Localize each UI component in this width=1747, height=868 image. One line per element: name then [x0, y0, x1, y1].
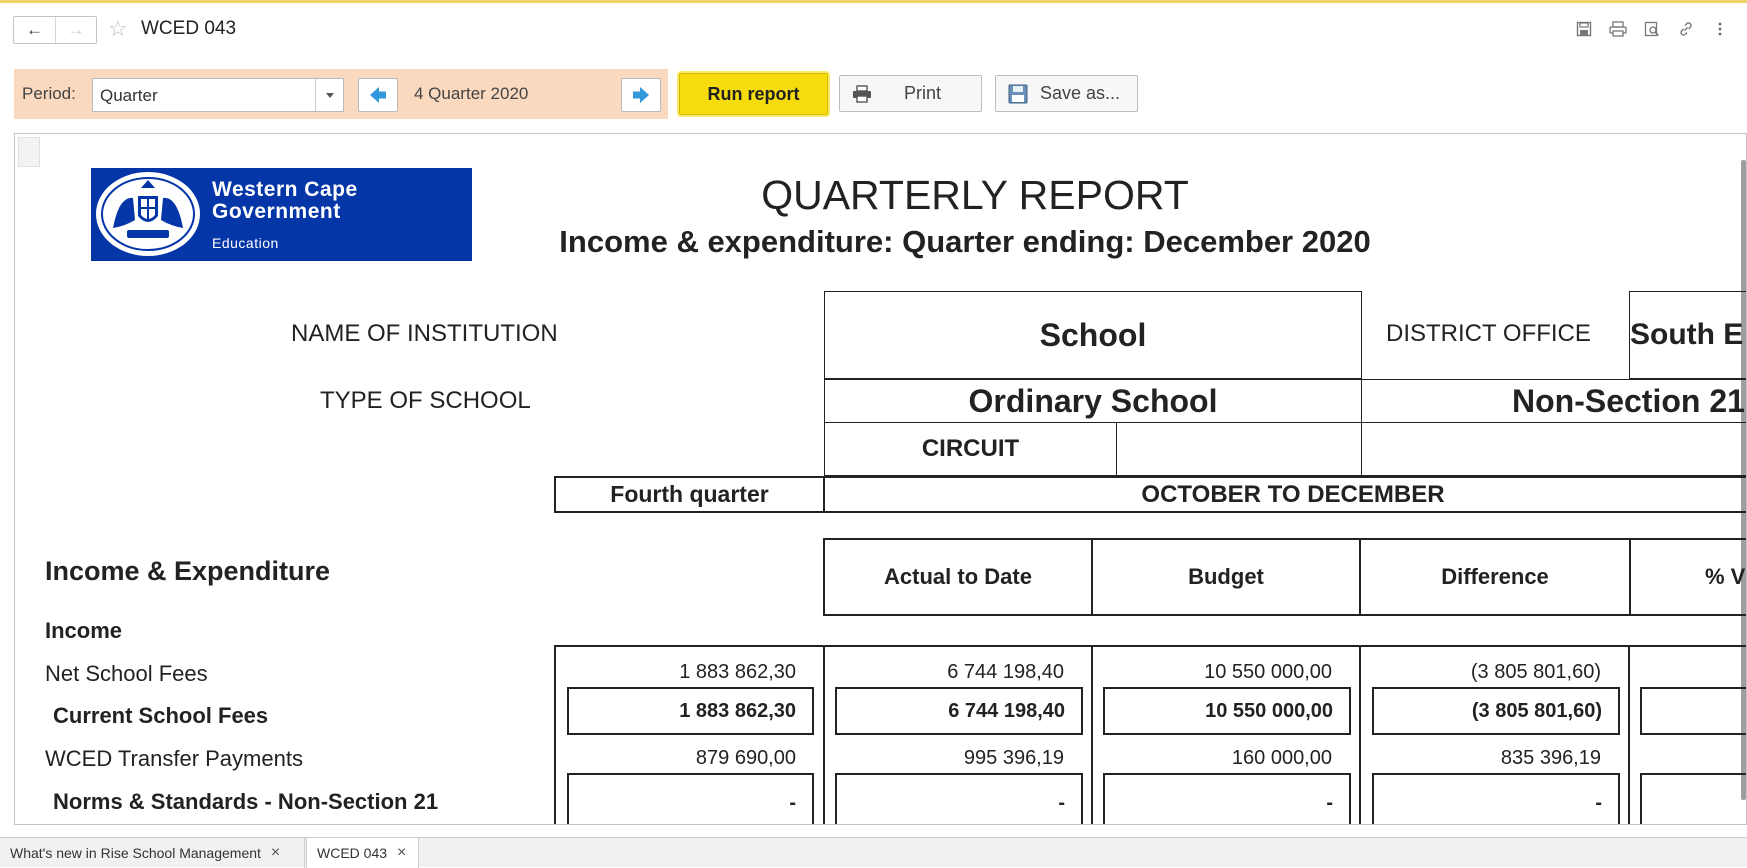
period-value: 4 Quarter 2020: [414, 84, 529, 103]
favorite-star-icon[interactable]: ☆: [108, 16, 128, 41]
window-title: WCED 043: [141, 18, 237, 39]
column-header-variance: % V: [1629, 538, 1747, 616]
section-value: Non-Section 21: [1361, 379, 1747, 423]
period-panel: [14, 69, 668, 119]
period-select-value: Quarter: [100, 86, 158, 105]
history-nav: [13, 16, 97, 44]
cell-norms-budget[interactable]: -: [1103, 773, 1351, 825]
select-all-cell[interactable]: [18, 137, 40, 167]
grid-line-4: [1359, 645, 1361, 825]
logo-line-3: Education: [212, 234, 279, 251]
logo-line-1: Western Cape: [212, 177, 358, 201]
close-icon[interactable]: ×: [270, 844, 281, 861]
cell-norms-actual[interactable]: -: [835, 773, 1083, 825]
run-report-button[interactable]: Run report: [679, 73, 828, 115]
logo-line-2: Government: [212, 199, 341, 223]
cell-transfer-budget[interactable]: 160 000,00: [1231, 747, 1332, 769]
arrow-left-icon: [368, 85, 388, 105]
tab-whats-new-label: What's new in Rise School Management: [10, 845, 261, 861]
column-header-budget: Budget: [1091, 538, 1361, 616]
circuit-value: [1116, 422, 1362, 476]
type-of-school-label: TYPE OF SCHOOL: [320, 387, 531, 414]
column-header-actual: Actual to Date: [823, 538, 1093, 616]
wcg-logo: [91, 168, 472, 261]
report-subtitle: Income & expenditure: Quarter ending: December 2020: [559, 224, 1371, 259]
quarter-label: Fourth quarter: [554, 476, 825, 513]
arrow-right-icon: →: [67, 20, 85, 39]
print-button[interactable]: [839, 75, 982, 112]
tab-wced-043-label: WCED 043: [317, 845, 388, 861]
printer-icon: [840, 85, 884, 103]
cell-transfer-difference[interactable]: 835 396,19: [1500, 747, 1601, 769]
preview-icon[interactable]: [1643, 20, 1661, 38]
cell-net-fees-budget[interactable]: 10 550 000,00: [1204, 661, 1332, 683]
window-tabs: [0, 837, 1747, 867]
cell-net-fees-actual[interactable]: 6 744 198,40: [947, 661, 1064, 683]
cell-current-fees-difference[interactable]: (3 805 801,60): [1372, 687, 1620, 735]
circuit-extra: [1361, 422, 1747, 476]
cell-current-fees-budget[interactable]: 10 550 000,00: [1103, 687, 1351, 735]
arrow-right-icon: [631, 85, 651, 105]
period-label: Period:: [22, 84, 76, 103]
quarter-range: OCTOBER TO DECEMBER: [823, 476, 1747, 513]
link-icon[interactable]: [1677, 20, 1695, 38]
cell-transfer-period[interactable]: 879 690,00: [695, 747, 796, 769]
type-value: Ordinary School: [824, 379, 1362, 423]
arrow-left-icon: ←: [26, 20, 43, 39]
forward-button[interactable]: [55, 17, 96, 43]
cell-norms-difference[interactable]: -: [1372, 773, 1620, 825]
grid-line-3: [1091, 645, 1093, 825]
district-office-label: DISTRICT OFFICE: [1386, 320, 1591, 347]
cell-net-fees-difference[interactable]: (3 805 801,60): [1470, 661, 1601, 683]
floppy-icon: [996, 84, 1040, 104]
row-label-net-school-fees: Net School Fees: [45, 661, 208, 686]
district-value: South E: [1629, 291, 1747, 379]
title-bar: [0, 3, 1747, 59]
grid-line-1: [554, 645, 556, 825]
cell-current-fees-actual[interactable]: 6 744 198,40: [835, 687, 1083, 735]
previous-period-button[interactable]: [358, 78, 398, 112]
back-button[interactable]: [14, 17, 55, 43]
chevron-down-icon[interactable]: [315, 79, 343, 111]
logo-text: [212, 179, 358, 251]
row-label-current-school-fees: Current School Fees: [53, 703, 269, 728]
section-heading: Income & Expenditure: [45, 556, 331, 586]
crest-icon: [91, 168, 206, 261]
save-as-button-label: Save as...: [1040, 83, 1121, 103]
row-label-norms-standards: Norms & Standards - Non-Section 21: [53, 789, 439, 814]
institution-value: School: [824, 291, 1362, 379]
cell-norms-period[interactable]: -: [567, 773, 814, 825]
row-label-wced-transfer-payments: WCED Transfer Payments: [45, 746, 303, 771]
cell-current-fees-variance[interactable]: [1640, 687, 1747, 735]
cell-net-fees-period[interactable]: 1 883 862,30: [679, 661, 796, 683]
save-icon[interactable]: [1575, 20, 1593, 38]
print-icon[interactable]: [1609, 20, 1627, 38]
period-select[interactable]: [92, 78, 344, 112]
more-menu-icon[interactable]: [1711, 20, 1729, 38]
title-actions: [1575, 20, 1729, 38]
circuit-label: CIRCUIT: [824, 422, 1117, 476]
next-period-button[interactable]: [621, 78, 661, 112]
cell-transfer-actual[interactable]: 995 396,19: [963, 747, 1064, 769]
save-as-button[interactable]: [995, 75, 1138, 112]
column-header-difference: Difference: [1359, 538, 1631, 616]
grid-line-5: [1628, 645, 1630, 825]
grid-top-line: [554, 645, 1747, 647]
cell-current-fees-period[interactable]: 1 883 862,30: [567, 687, 814, 735]
close-icon[interactable]: ×: [397, 844, 407, 861]
cell-norms-variance[interactable]: [1640, 773, 1747, 825]
grid-line-2: [823, 645, 825, 825]
name-of-institution-label: NAME OF INSTITUTION: [291, 320, 558, 347]
income-heading: Income: [45, 618, 123, 643]
print-button-label: Print: [904, 83, 942, 103]
report-view[interactable]: [14, 133, 1747, 825]
report-title: QUARTERLY REPORT: [761, 172, 1189, 218]
